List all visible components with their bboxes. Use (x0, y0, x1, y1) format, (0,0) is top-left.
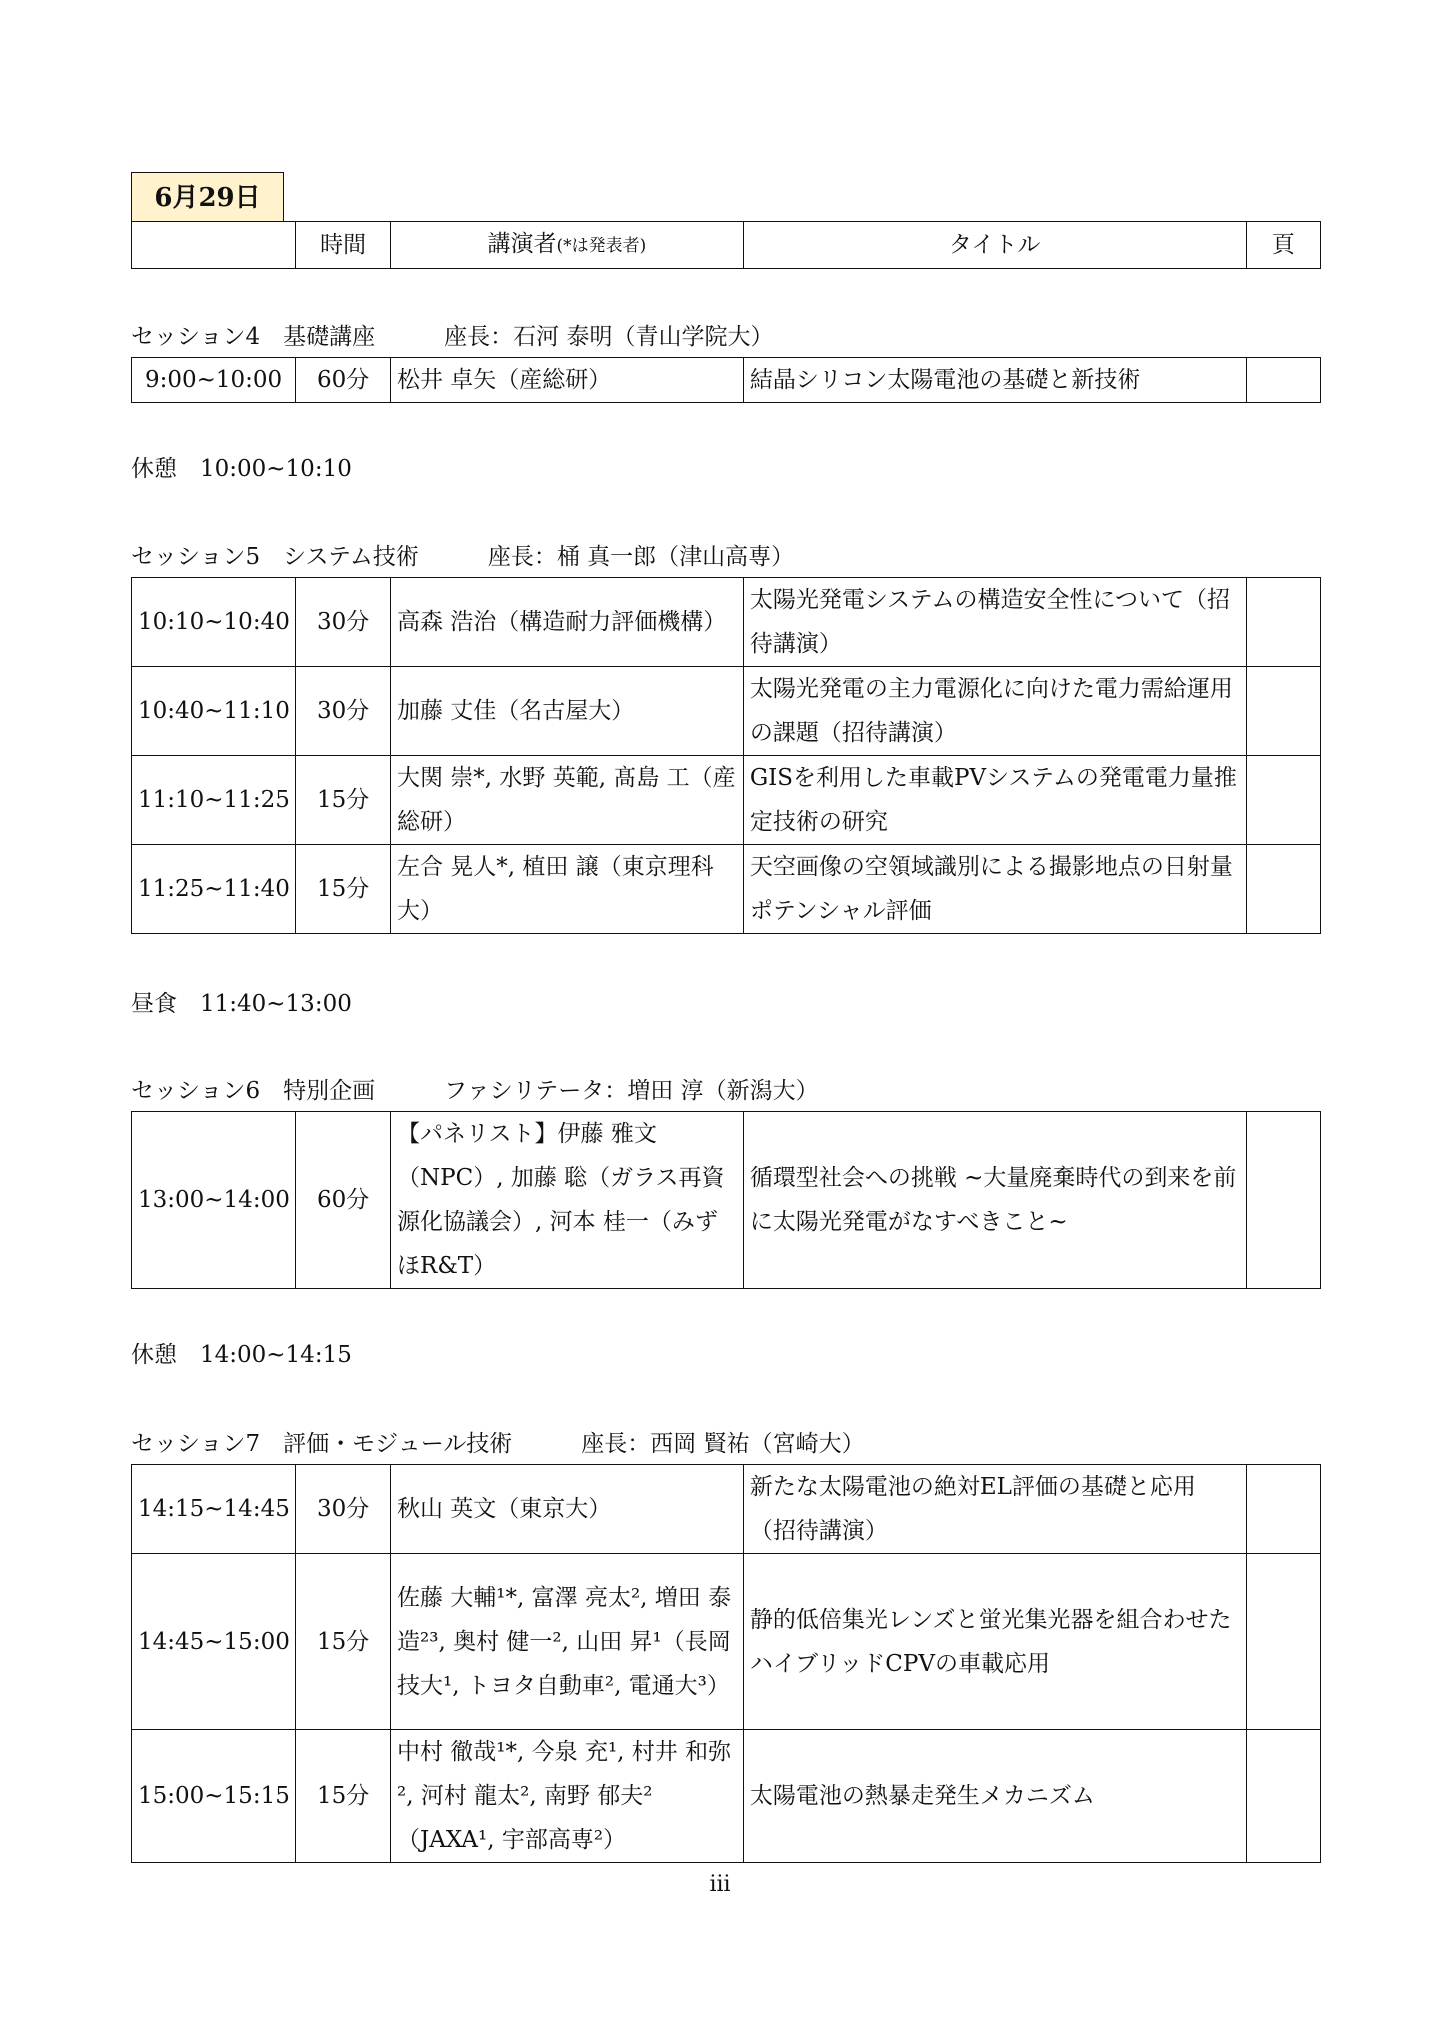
session-heading: セッション6 特別企画 ファシリテータ：増田 淳（新潟大） (131, 1078, 819, 1104)
duration-cell: 60分 (296, 1112, 391, 1289)
session-table (131, 1464, 1321, 1863)
session-heading: セッション4 基礎講座 座長：石河 泰明（青山学院大） (131, 324, 774, 350)
time-cell: 11:25~11:40 (132, 845, 296, 934)
table-row (132, 1465, 1321, 1554)
title-cell: 太陽光発電システムの構造安全性について（招待講演） (743, 578, 1246, 667)
speaker-cell: 松井 卓矢（産総研） (391, 358, 744, 403)
break-text: 昼食 11:40~13:00 (131, 991, 352, 1017)
speaker-cell: 【パネリスト】伊藤 雅文（NPC）, 加藤 聡（ガラス再資源化協議会）, 河本 桂一（みずほR&T） (391, 1112, 744, 1289)
page-cell (1246, 1465, 1320, 1554)
table-row (132, 845, 1321, 934)
table-row (132, 667, 1321, 756)
time-cell: 11:10~11:25 (132, 756, 296, 845)
time-cell: 14:15~14:45 (132, 1465, 296, 1554)
table-row (132, 1730, 1321, 1863)
speaker-cell: 高森 浩治（構造耐力評価機構） (391, 578, 744, 667)
title-cell: 天空画像の空領域識別による撮影地点の日射量ポテンシャル評価 (743, 845, 1246, 934)
table-row (132, 1554, 1321, 1730)
time-cell: 9:00~10:00 (132, 358, 296, 403)
page-cell (1246, 1112, 1320, 1289)
break-text: 休憩 10:00~10:10 (131, 456, 352, 482)
time-cell: 10:40~11:10 (132, 667, 296, 756)
session-heading: セッション5 システム技術 座長：桶 真一郎（津山高専） (131, 544, 795, 570)
title-cell: 循環型社会への挑戦 ~大量廃棄時代の到来を前に太陽光発電がなすべきこと~ (743, 1112, 1246, 1289)
page-cell (1246, 845, 1320, 934)
speaker-cell: 大関 崇*, 水野 英範, 髙島 工（産総研） (391, 756, 744, 845)
time-cell: 14:45~15:00 (132, 1554, 296, 1730)
session-heading: セッション7 評価・モジュール技術 座長：西岡 賢祐（宮崎大） (131, 1431, 865, 1457)
page-cell (1246, 1554, 1320, 1730)
page-cell (1246, 578, 1320, 667)
table-row (132, 578, 1321, 667)
break-text: 休憩 14:00~14:15 (131, 1342, 352, 1368)
speaker-cell: 中村 徹哉¹*, 今泉 充¹, 村井 和弥², 河村 龍太², 南野 郁夫²（JAXA¹, 宇部高専²） (391, 1730, 744, 1863)
speaker-cell: 左合 晃人*, 植田 譲（東京理科大） (391, 845, 744, 934)
page-cell (1246, 358, 1320, 403)
title-cell: GISを利用した車載PVシステムの発電電力量推定技術の研究 (743, 756, 1246, 845)
header-time: 時間 (296, 222, 391, 269)
header-page: 頁 (1246, 222, 1320, 269)
speaker-cell: 加藤 丈佳（名古屋大） (391, 667, 744, 756)
duration-cell: 30分 (296, 667, 391, 756)
header-title: タイトル (743, 222, 1246, 269)
title-cell: 太陽電池の熱暴走発生メカニズム (743, 1730, 1246, 1863)
session-table (131, 357, 1321, 403)
duration-cell: 15分 (296, 1730, 391, 1863)
header-empty (132, 222, 296, 269)
duration-cell: 15分 (296, 845, 391, 934)
session-table (131, 577, 1321, 934)
session-table (131, 1111, 1321, 1289)
title-cell: 太陽光発電の主力電源化に向けた電力需給運用の課題（招待講演） (743, 667, 1246, 756)
page-number: iii (709, 1872, 731, 1897)
speaker-cell: 秋山 英文（東京大） (391, 1465, 744, 1554)
duration-cell: 30分 (296, 1465, 391, 1554)
time-cell: 10:10~10:40 (132, 578, 296, 667)
page-cell (1246, 756, 1320, 845)
duration-cell: 15分 (296, 756, 391, 845)
table-row (132, 1112, 1321, 1289)
title-cell: 静的低倍集光レンズと蛍光集光器を組合わせたハイブリッドCPVの車載応用 (743, 1554, 1246, 1730)
speaker-cell: 佐藤 大輔¹*, 富澤 亮太², 増田 泰造²³, 奥村 健一², 山田 昇¹（長岡技大¹, トヨタ自動車², 電通大³） (391, 1554, 744, 1730)
time-cell: 15:00~15:15 (132, 1730, 296, 1863)
page-cell (1246, 667, 1320, 756)
page-cell (1246, 1730, 1320, 1863)
table-row (132, 358, 1321, 403)
header-table (131, 221, 1321, 269)
duration-cell: 60分 (296, 358, 391, 403)
date-label: 6月29日 (131, 172, 284, 222)
duration-cell: 15分 (296, 1554, 391, 1730)
table-row (132, 756, 1321, 845)
title-cell: 新たな太陽電池の絶対EL評価の基礎と応用（招待講演） (743, 1465, 1246, 1554)
header-speaker: 講演者(*は発表者) (391, 222, 744, 269)
title-cell: 結晶シリコン太陽電池の基礎と新技術 (743, 358, 1246, 403)
duration-cell: 30分 (296, 578, 391, 667)
time-cell: 13:00~14:00 (132, 1112, 296, 1289)
